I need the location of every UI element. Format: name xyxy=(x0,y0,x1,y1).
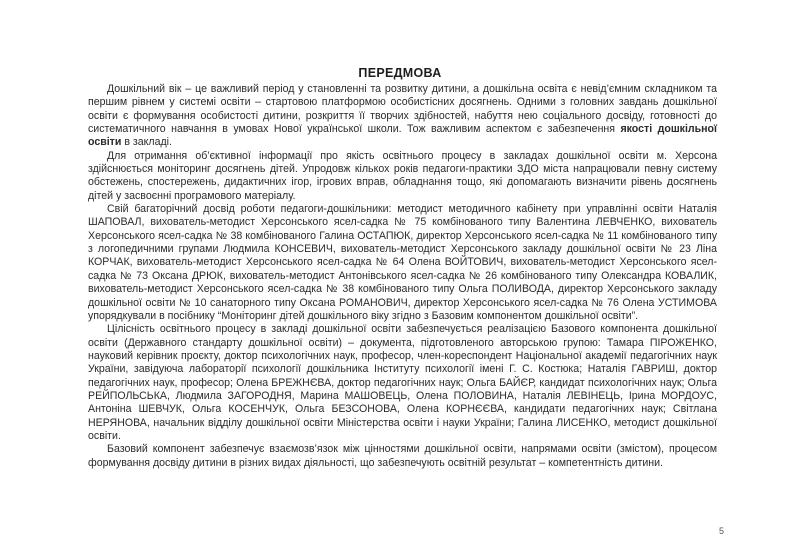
paragraph-1-bold: якості дошкільної освіти xyxy=(88,123,717,149)
paragraph-1-text-after: в закладі. xyxy=(121,136,172,149)
paragraph-4: Цілісність освітнього процесу в закладі дошкільної освіти забезпечується реалізацією Базового компонента дошкільної освіти (Державного стандарту дошкільної освіти) – документа, підготовленого авторською групою: Тамара ПІРОЖЕНКО, науковий керівник проєкту, доктор психологічних наук, професор, член-кореспондент Національної академії педагогічних наук України, завідуюча лабораторії психології дошкільника Інституту психології імені Г. С. Костюка; Наталія ГАВРИШ, доктор педагогічних наук, професор; Олена БРЕЖНЄВА, доктор педагогічних наук; Ольга БАЙЄР, кандидат психологічних наук; Ольга РЕЙПОЛЬСЬКА, Людмила ЗАГОРОДНЯ, Марина МАШОВЕЦЬ, Олена ПОЛОВИНА, Наталія ЛЕВІНЕЦЬ, Ірина МОРДОУС, Антоніна ШЕВЧУК, Ольга КОСЕНЧУК, Ольга БЕЗСОНОВА, Олена КОРНЄЄВА, кандидати педагогічних наук; Світлана НЕРЯНОВА, начальник відділу дошкільної освіти Міністерства освіти і науки України; Галина ЛИСЕНКО, методист дошкільної освіти. xyxy=(88,323,717,442)
paragraph-1-text-before: Дошкільний вік – це важливий період у становленні та розвитку дитини, а дошкільна освіта є невід’ємним складником та першим рівнем у системі освіти – стартовою платформою особистісних досягнень. Одними з головних завдань дошкільної освіти є формування особистості дитини, розкриття її творчих здібностей, набуття нею соціального досвіду, готовності до систематичного навчання в умовах Нової української школи. Тож важливим аспектом є забезпечення xyxy=(88,83,717,136)
paragraph-3: Свій багаторічний досвід роботи педагоги-дошкільники: методист методичного кабінету при управлінні освіти Наталія ШАПОВАЛ, вихователь-методист Херсонського ясел-садка № 75 комбінованого типу Валентина ЛЕВЧЕНКО, вихователь Херсонського ясел-садка № 38 комбінованого Галина ОСТАПЮК, директор Херсонського ясел-садка № 11 комбінованого типу з логопедичними групами Людмила КОНСЕВИЧ, вихователь-методист Херсонського закладу дошкільної освіти № 23 Ліна КОРЧАК, вихователь-методист Херсонського ясел-садка № 64 Олена ВОЙТОВИЧ, вихователь-методист Херсонського ясел-садка № 73 Оксана ДРЮК, вихователь-методист Антонівського ясел-садка № 26 комбінованого типу Олександра КОВАЛИК, вихователь-методист Херсонського ясел-садка № 38 комбінованого типу Ольга ПОЛИВОДА, директор Херсонського закладу дошкільної освіти № 10 санаторного типу Оксана РОМАНОВИЧ, директор Херсонського ясел-садка № 76 Олена УСТИМОВА упорядкували в посібнику “Моніторинг дітей дошкільного віку згідно з Базовим компонентом дошкільної освіти”. xyxy=(88,203,717,322)
page-number: 5 xyxy=(718,526,724,536)
paragraph-1 xyxy=(88,83,717,150)
body-text xyxy=(88,83,717,470)
paragraph-2: Для отримання об’єктивної інформації про якість освітнього процесу в закладах дошкільної освіти м. Херсона здійснюється моніторинг досягнень дітей. Упродовж кількох років педагоги-практики ЗДО міста напрацювали певну систему обстежень, спостережень, дидактичних ігор, ігрових вправ, обладнання тощо, які допомагають визначити рівень досягнень дітей у засвоєнні програмового матеріалу. xyxy=(88,149,717,202)
paragraph-5: Базовий компонент забезпечує взаємозв’язок між цінностями дошкільної освіти, напрямами освіти (змістом), процесом формування досвіду дитини в різних видах діяльності, що забезпечують освітній результат – компетентність дитини. xyxy=(88,443,717,469)
page-title: ПЕРЕДМОВА xyxy=(358,66,442,80)
